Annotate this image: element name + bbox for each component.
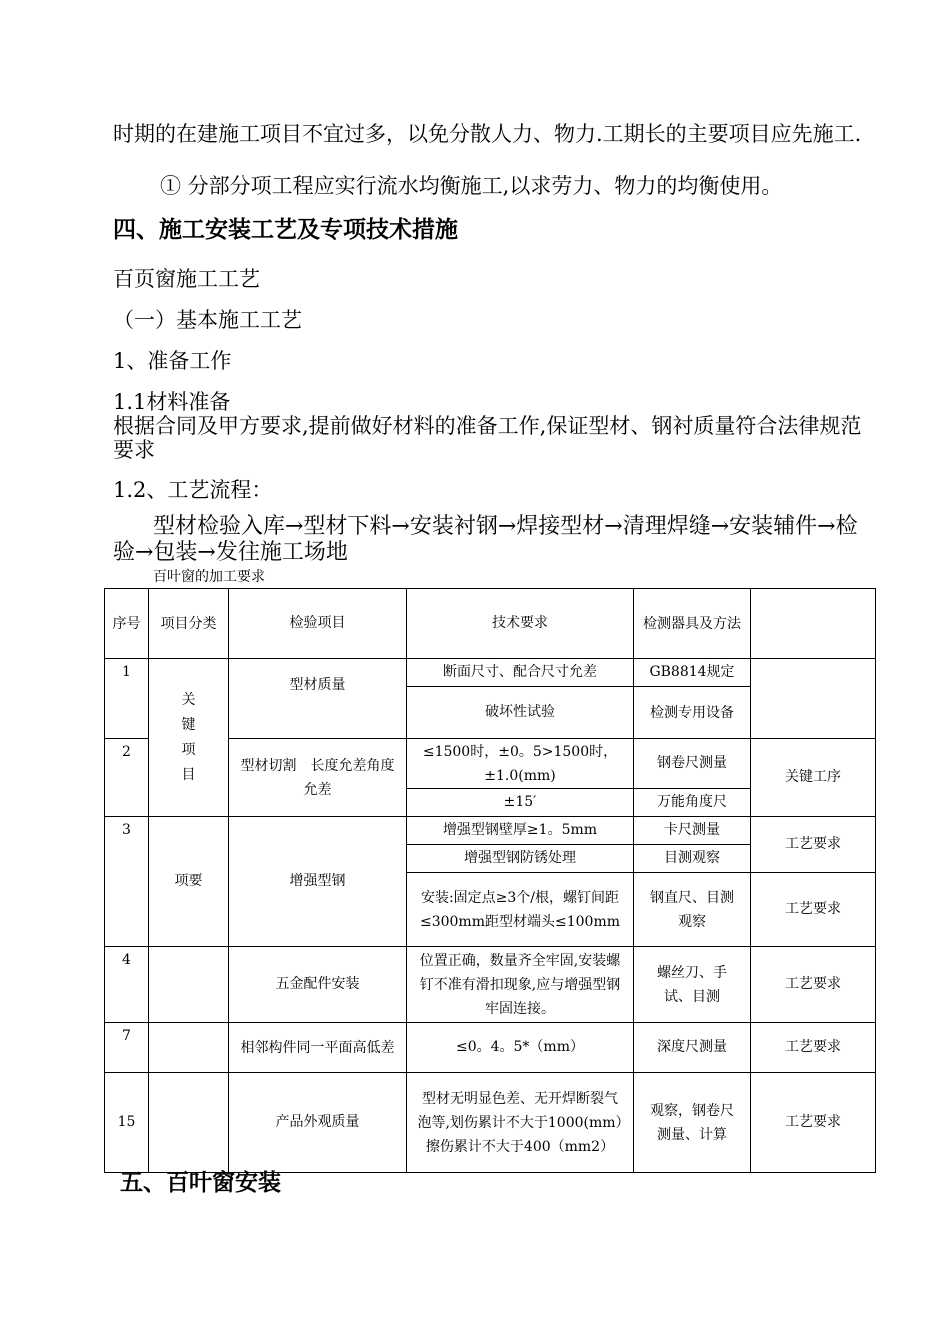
table-row <box>105 947 876 1023</box>
cell-requirement: ≤0。4。5*（mm） <box>407 1023 634 1073</box>
cell-note: 工艺要求 <box>751 947 876 1023</box>
table-caption: 百叶窗的加工要求 <box>153 569 265 585</box>
cell-tool: 观察，钢卷尺测量、计算 <box>634 1073 751 1173</box>
cell-tool: 螺丝刀、手试、目测 <box>634 947 751 1023</box>
cell-category: 关键项目 <box>149 659 229 817</box>
header-category: 项目分类 <box>149 589 229 659</box>
cell-note <box>751 659 876 739</box>
cell-tool: 检测专用设备 <box>634 687 751 739</box>
cell-item: 增强型钢 <box>229 817 407 947</box>
table-row <box>105 817 876 845</box>
paragraph-item-1: ① 分部分项工程应实行流水均衡施工,以求劳力、物力的均衡使用。 <box>160 174 783 198</box>
cell-tool: 钢卷尺测量 <box>634 739 751 789</box>
cell-seq: 2 <box>105 739 149 817</box>
header-requirement: 技术要求 <box>407 589 634 659</box>
cell-note: 工艺要求 <box>751 873 876 947</box>
table-header-row <box>105 589 876 659</box>
cell-tool: 钢直尺、目测观察 <box>634 873 751 947</box>
cell-tool: GB8814规定 <box>634 659 751 687</box>
cell-item: 相邻构件同一平面高低差 <box>229 1023 407 1073</box>
paragraph-process-flow: 型材检验入库→型材下料→安装衬钢→焊接型材→清理焊缝→安装辅件→检验→包装→发往施工场地 <box>113 514 858 565</box>
table-row <box>105 1023 876 1073</box>
cell-tool: 万能角度尺 <box>634 789 751 817</box>
paragraph-material-prep: 根据合同及甲方要求,提前做好材料的准备工作,保证型材、钢衬质量符合法律规范要求 <box>113 414 862 462</box>
subheading-louver-process: 百页窗施工工艺 <box>113 267 260 291</box>
subheading-basic-process: （一）基本施工工艺 <box>113 308 302 332</box>
subheading-preparation: 1、准备工作 <box>113 349 232 373</box>
cell-requirement: 断面尺寸、配合尺寸允差 <box>407 659 634 687</box>
cell-seq: 15 <box>105 1073 149 1173</box>
header-blank <box>751 589 876 659</box>
cell-seq: 3 <box>105 817 149 947</box>
cell-requirement: 型材无明显色差、无开焊断裂气泡等,划伤累计不大于1000(mm）擦伤累计不大于400（mm2） <box>407 1073 634 1173</box>
header-item: 检验项目 <box>229 589 407 659</box>
cell-category <box>149 1073 229 1173</box>
cell-note: 工艺要求 <box>751 1073 876 1173</box>
section-heading-4: 四、施工安装工艺及专项技术措施 <box>113 217 458 243</box>
cell-requirement: ±15′ <box>407 789 634 817</box>
header-tool: 检测器具及方法 <box>634 589 751 659</box>
cell-category <box>149 947 229 1023</box>
cell-tool: 目测观察 <box>634 845 751 873</box>
cell-requirement: ≤1500时，±0。5>1500时，±1.0(mm) <box>407 739 634 789</box>
cell-requirement: 位置正确，数量齐全牢固,安装螺钉不准有滑扣现象,应与增强型钢牢固连接。 <box>407 947 634 1023</box>
inspection-table <box>104 588 876 1173</box>
cell-tool: 卡尺测量 <box>634 817 751 845</box>
cell-category: 项要 <box>149 817 229 947</box>
subheading-material-prep: 1.1材料准备 <box>113 390 231 414</box>
paragraph-intro: 时期的在建施工项目不宜过多，以免分散人力、物力.工期长的主要项目应先施工. <box>113 122 862 146</box>
cell-note: 关键工序 <box>751 739 876 817</box>
cell-category <box>149 1023 229 1073</box>
cell-requirement: 增强型钢防锈处理 <box>407 845 634 873</box>
cell-seq: 1 <box>105 659 149 739</box>
cell-item: 五金配件安装 <box>229 947 407 1023</box>
cell-seq: 7 <box>105 1023 149 1073</box>
cell-requirement: 破坏性试验 <box>407 687 634 739</box>
cell-seq: 4 <box>105 947 149 1023</box>
cell-note: 工艺要求 <box>751 817 876 873</box>
header-seq: 序号 <box>105 589 149 659</box>
cell-item: 型材切割 长度允差角度允差 <box>229 739 407 817</box>
cell-requirement: 增强型钢壁厚≥1。5mm <box>407 817 634 845</box>
cell-item: 型材质量 <box>229 659 407 739</box>
cell-note: 工艺要求 <box>751 1023 876 1073</box>
cell-requirement: 安装:固定点≥3个/根，螺钉间距≤300mm距型材端头≤100mm <box>407 873 634 947</box>
table-row <box>105 1073 876 1173</box>
cell-tool: 深度尺测量 <box>634 1023 751 1073</box>
subheading-process-flow: 1.2、工艺流程： <box>113 478 273 502</box>
section-heading-5: 五、百叶窗安装 <box>120 1170 281 1196</box>
table-row <box>105 659 876 687</box>
cell-item: 产品外观质量 <box>229 1073 407 1173</box>
